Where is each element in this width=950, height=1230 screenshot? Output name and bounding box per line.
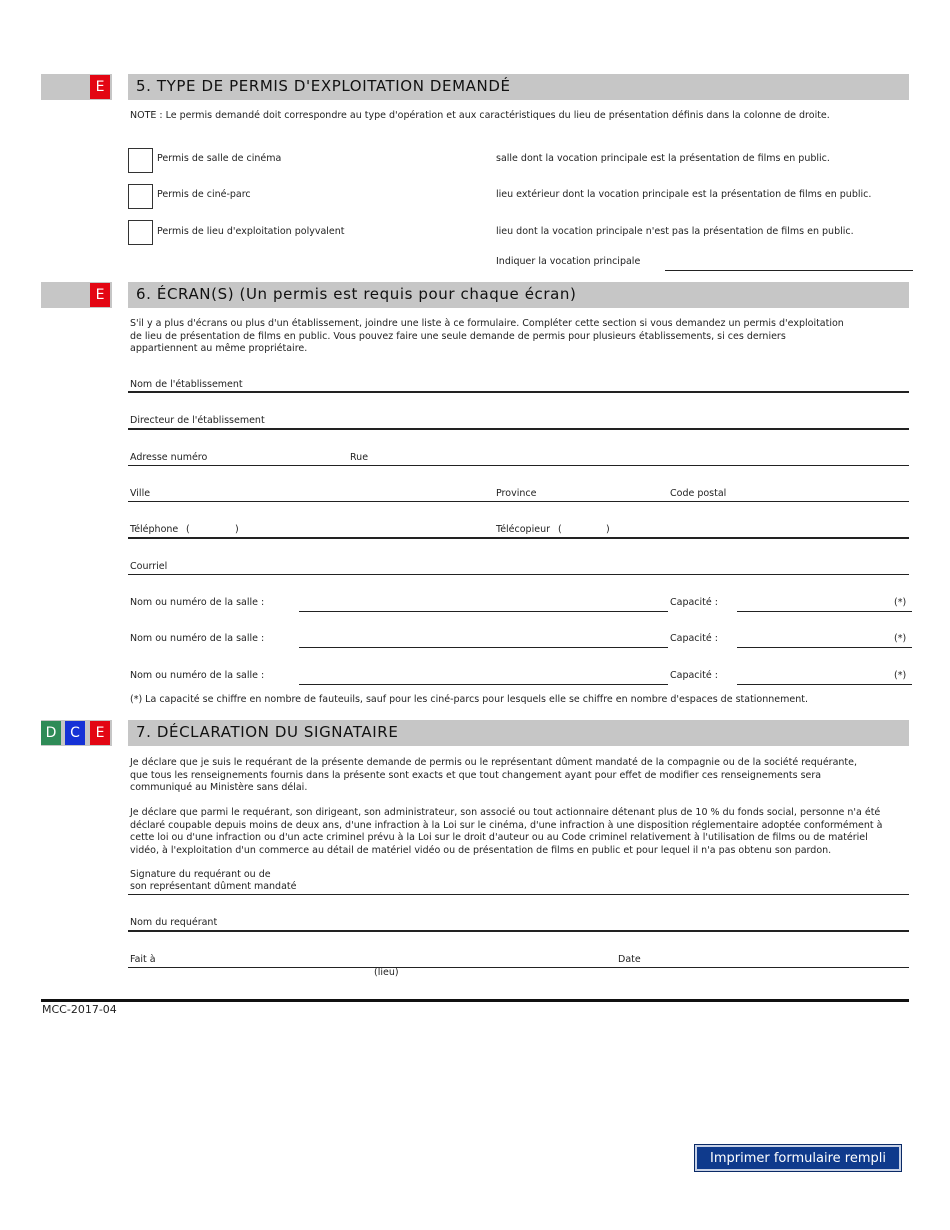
- signature-label-line2: son représentant dûment mandaté: [130, 881, 297, 892]
- ville-input[interactable]: [160, 488, 484, 502]
- salle-2-capacite-label: Capacité :: [670, 633, 718, 644]
- province-label: Province: [496, 488, 537, 499]
- fait-a-input[interactable]: [165, 954, 609, 968]
- checkbox-cine-parc[interactable]: [128, 184, 153, 209]
- salle-2-capacite-input[interactable]: [737, 633, 912, 648]
- telecopieur-paren-close: ): [606, 524, 610, 535]
- date-label: Date: [618, 954, 641, 965]
- salle-1-input[interactable]: [299, 597, 668, 612]
- section7-title: 7. DÉCLARATION DU SIGNATAIRE: [136, 723, 399, 741]
- checkbox-lieu-polyvalent[interactable]: [128, 220, 153, 245]
- salle-1-label: Nom ou numéro de la salle :: [130, 597, 265, 608]
- salle-1-capacite-label: Capacité :: [670, 597, 718, 608]
- fait-a-line: [128, 967, 909, 968]
- nom-requerant-label: Nom du requérant: [130, 917, 218, 928]
- salle-1-asterisk: (*): [894, 597, 907, 608]
- rue-input[interactable]: [380, 452, 912, 466]
- courriel-input[interactable]: [175, 561, 912, 575]
- telephone-line: [128, 537, 909, 539]
- vocation-principale-input[interactable]: [665, 256, 913, 271]
- fait-a-label: Fait à: [130, 954, 156, 965]
- vocation-principale-label: Indiquer la vocation principale: [496, 256, 641, 267]
- salle-3-capacite-label: Capacité :: [670, 670, 718, 681]
- rue-label: Rue: [350, 452, 369, 463]
- adresse-numero-input[interactable]: [220, 452, 344, 466]
- courriel-line: [128, 574, 909, 575]
- courriel-label: Courriel: [130, 561, 168, 572]
- section7-badge-e: E: [90, 721, 110, 745]
- directeur-line: [128, 428, 909, 430]
- telephone-paren-close: ): [235, 524, 239, 535]
- lieu-label: (lieu): [374, 967, 399, 978]
- section6-intro: S'il y a plus d'écrans ou plus d'un établissement, joindre une liste à ce formulaire. Compléter cette section si vous demandez un permis d'exploitation de lieu de présentation de films en public. Vous pouvez faire une seule demande de permis pour plusieurs établissements, si ces derniers appartiennent au même propriétaire.: [130, 318, 844, 354]
- salle-2-label: Nom ou numéro de la salle :: [130, 633, 265, 644]
- salle-3-asterisk: (*): [894, 670, 907, 681]
- option-cine-parc-description: lieu extérieur dont la vocation principale est la présentation de films en public.: [496, 189, 872, 200]
- option-salle-cinema-description: salle dont la vocation principale est la présentation de films en public.: [496, 153, 830, 164]
- telephone-input[interactable]: [245, 524, 489, 538]
- code-postal-label: Code postal: [670, 488, 727, 499]
- date-input[interactable]: [650, 954, 912, 968]
- declaration-paragraph-1: Je déclare que je suis le requérant de la présente demande de permis ou le représentant dûment mandaté de la compagnie ou de la société requérante, que tous les renseignements fournis dans la présente sont exacts et que tout changement ayant pour effet de modifier ces renseignements sera communiqué au Ministère sans délai.: [130, 757, 857, 793]
- option-cine-parc-label: Permis de ciné-parc: [157, 189, 251, 200]
- section7-badge-c: C: [65, 721, 85, 745]
- checkbox-salle-cinema[interactable]: [128, 148, 153, 173]
- salle-3-input[interactable]: [299, 670, 668, 685]
- print-form-button[interactable]: Imprimer formulaire rempli: [694, 1144, 902, 1172]
- capacite-footnote: (*) La capacité se chiffre en nombre de fauteuils, sauf pour les ciné-parcs pour lesquels elle se chiffre en nombre d'espaces de stationnement.: [130, 694, 808, 705]
- nom-etablissement-label: Nom de l'établissement: [130, 379, 243, 390]
- salle-3-capacite-input[interactable]: [737, 670, 912, 685]
- salle-2-input[interactable]: [299, 633, 668, 648]
- salle-3-label: Nom ou numéro de la salle :: [130, 670, 265, 681]
- directeur-input[interactable]: [280, 415, 912, 429]
- signature-line[interactable]: [128, 894, 909, 895]
- section5-badge-e: E: [90, 75, 110, 99]
- form-code: MCC-2017-04: [42, 1003, 117, 1016]
- section6-badge-e: E: [90, 283, 110, 307]
- footer-rule: [41, 999, 909, 1002]
- nom-etablissement-line: [128, 391, 909, 393]
- province-input[interactable]: [545, 488, 664, 502]
- ville-line: [128, 501, 909, 502]
- section6-title: 6. ÉCRAN(S) (Un permis est requis pour chaque écran): [136, 285, 577, 303]
- section7-badge-d: D: [41, 721, 61, 745]
- section5-title: 5. TYPE DE PERMIS D'EXPLOITATION DEMANDÉ: [136, 77, 511, 95]
- directeur-label: Directeur de l'établissement: [130, 415, 265, 426]
- telephone-paren-open: (: [186, 524, 190, 535]
- code-postal-input[interactable]: [735, 488, 912, 502]
- option-salle-cinema-label: Permis de salle de cinéma: [157, 153, 282, 164]
- declaration-paragraph-2: Je déclare que parmi le requérant, son dirigeant, son administrateur, son associé ou tout actionnaire détenant plus de 10 % du fonds social, personne n'a été déclaré coupable depuis moins de deux ans, d'une infraction à la Loi sur le cinéma, d'une infraction à une disposition réglementaire adoptée conformément à cette loi ou d'une infraction ou d'un acte criminel prévu à la Loi sur le droit d'auteur ou au Code criminel relativement à l'utilisation de films ou de matériel vidéo, à l'exploitation d'un commerce au détail de matériel vidéo ou de présentation de films en public et pour lequel il n'a pas obtenu son pardon.: [130, 807, 883, 856]
- section5-note: NOTE : Le permis demandé doit correspondre au type d'opération et aux caractéristiques du lieu de présentation définis dans la colonne de droite.: [130, 110, 830, 121]
- option-lieu-polyvalent-label: Permis de lieu d'exploitation polyvalent: [157, 226, 345, 237]
- telephone-label: Téléphone: [130, 524, 179, 535]
- adresse-numero-label: Adresse numéro: [130, 452, 208, 463]
- section5-header: [128, 74, 909, 100]
- section6-header: [128, 282, 909, 308]
- signature-label-line1: Signature du requérant ou de: [130, 869, 271, 880]
- nom-requerant-line: [128, 930, 909, 932]
- telecopieur-paren-open: (: [558, 524, 562, 535]
- ville-label: Ville: [130, 488, 151, 499]
- nom-requerant-input[interactable]: [225, 917, 912, 931]
- salle-2-asterisk: (*): [894, 633, 907, 644]
- telecopieur-input[interactable]: [616, 524, 912, 538]
- telecopieur-label: Télécopieur: [496, 524, 550, 535]
- option-lieu-polyvalent-description: lieu dont la vocation principale n'est pas la présentation de films en public.: [496, 226, 854, 237]
- section7-header: [128, 720, 909, 746]
- adresse-line: [128, 465, 909, 466]
- salle-1-capacite-input[interactable]: [737, 597, 912, 612]
